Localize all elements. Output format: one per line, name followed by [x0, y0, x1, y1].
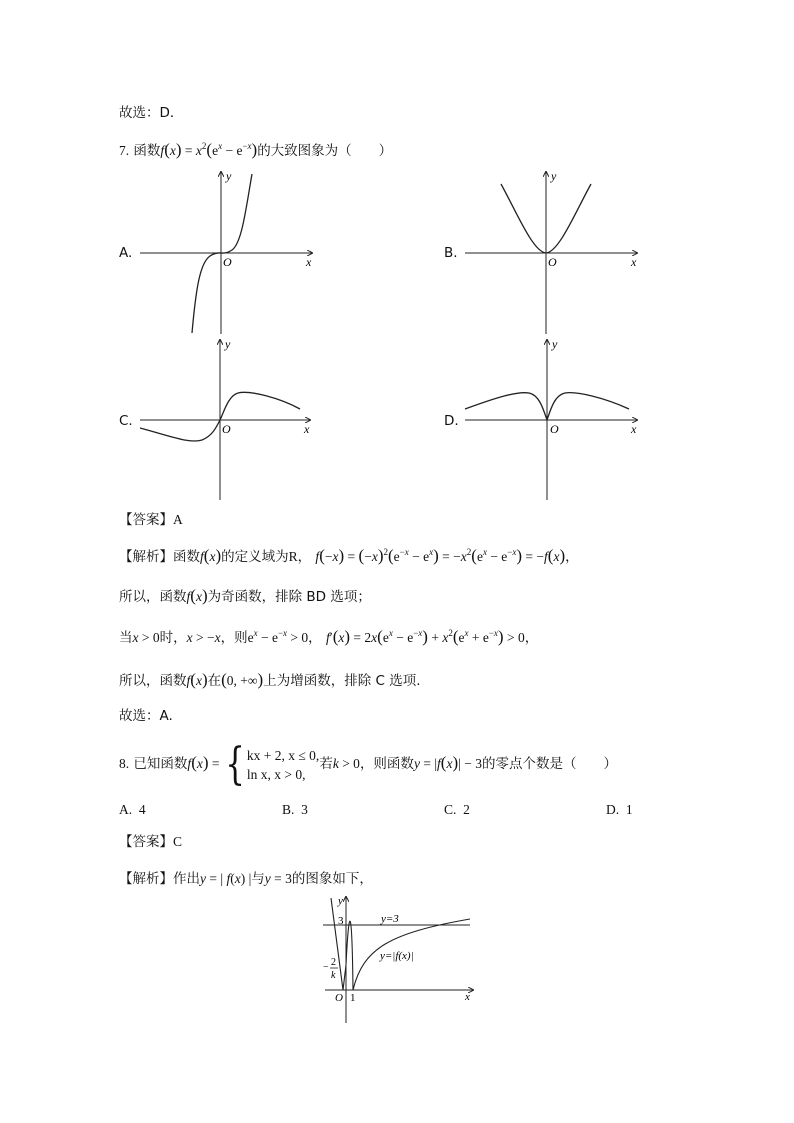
x-axis-label: x	[465, 991, 470, 1003]
q8-analysis: 【解析】作出y = | f(x) |与y = 3的图象如下，	[119, 871, 373, 887]
q8-option-c-label: C.	[444, 802, 457, 817]
q7-stem-suffix: 的大致图象为（ ）	[257, 143, 393, 159]
q7-analysis-1b: 的定义域为	[221, 549, 289, 565]
q8-number: 8.	[119, 756, 130, 771]
q8-stem-mid2: ，则函数	[359, 756, 414, 772]
q7-analysis-4: 所以，函数f(x)在(0, +∞)上为增函数，排除 C 选项.	[119, 670, 421, 689]
q8-analysis-c: 的图象如下，	[291, 871, 373, 887]
line-label: y=3	[381, 913, 399, 925]
q8-answer-tag: 【答案】	[119, 834, 173, 850]
y-label: y	[225, 337, 231, 351]
q7-graph-b	[455, 168, 645, 338]
q7-analysis-1c: ，	[297, 549, 312, 565]
q8-graph	[315, 893, 485, 1028]
origin-label: O	[223, 255, 232, 269]
q8-option-b-label: B.	[282, 802, 295, 817]
curve-label: y=|f(x)|	[380, 950, 414, 962]
tick-three-label: 3	[338, 915, 344, 927]
q8-answer	[119, 832, 182, 852]
x-label: x	[631, 255, 637, 269]
prev-answer-end: ．	[169, 105, 184, 121]
y-axis-label: y	[338, 895, 343, 907]
q7-analysis-3d: ，	[308, 630, 322, 646]
q8-option-a-value: 4	[138, 802, 146, 817]
q7-answer	[119, 510, 183, 530]
q7-analysis-4a: 所以，函数	[119, 673, 187, 689]
origin-label: O	[550, 422, 559, 436]
abs-ln-near-zero	[346, 921, 353, 990]
q7-analysis-3b: 时，	[159, 630, 187, 646]
q8-option-c-value: 2	[463, 802, 470, 817]
q8-option-d	[606, 802, 633, 818]
x-label: x	[306, 255, 312, 269]
prev-answer-label: 故选：	[119, 105, 160, 121]
q7-analysis-3a: 当	[119, 630, 133, 646]
q7-stem-prefix: 函数	[133, 143, 161, 159]
q8-stem: 8. 已知函数f(x) = { kx + 2, x ≤ 0, ln x, x > 0, 若k > 0，则函数y = |f(x)| − 3的零点个数是（ ）	[119, 738, 617, 790]
q8-option-d-label: D.	[606, 802, 620, 817]
q8-answer-value: C	[173, 834, 183, 849]
q8-option-a-label: A.	[119, 802, 133, 817]
q7-domain: R	[288, 549, 298, 564]
q8-option-b-value: 3	[301, 802, 308, 817]
prev-answer	[119, 103, 183, 123]
q7-option-b-label: B.	[444, 245, 458, 261]
q7-formula: f	[160, 143, 165, 158]
y-label: y	[552, 337, 558, 351]
case-1: kx + 2, x ≤ 0,	[246, 747, 320, 763]
case-2: ln x, x > 0,	[246, 766, 306, 782]
q8-stem-suffix: 的零点个数是（ ）	[481, 756, 617, 772]
q8-option-a	[119, 802, 146, 818]
y-label: y	[226, 169, 232, 183]
q8-analysis-tag: 【解析】	[119, 871, 173, 887]
q7-stem: 7. 函数$f(x) = x^2(e^x - e^{-x})$的大致图象为（ ）	[119, 140, 393, 159]
q7-analysis-2a: 所以，函数	[119, 589, 187, 605]
q7-graph-d	[455, 336, 645, 506]
x-label: x	[631, 422, 637, 436]
prev-answer-value: D	[159, 105, 170, 121]
y-label: y	[551, 169, 557, 183]
q8-stem-mid: 若	[319, 756, 333, 772]
q7-graph-a	[130, 168, 320, 338]
q8-option-b	[282, 802, 308, 818]
q7-analysis-3c: ，则	[220, 630, 248, 646]
q8-stem-prefix: 已知函数	[133, 756, 188, 772]
q8-option-d-value: 1	[625, 802, 633, 817]
x-label: x	[304, 422, 310, 436]
q7-answer-value: A	[173, 512, 183, 527]
q7-graph-c	[130, 336, 320, 506]
q8-analysis-a: 作出	[173, 871, 200, 887]
q7-analysis-1: 【解析】函数f(x)的定义域为R， $f(-x) = (-x)^2(e^{-x} - e^x) = -x^2(e^x - e^{-x}) = -f(x)$，	[119, 546, 579, 565]
tick-one-label: 1	[350, 992, 356, 1004]
q7-analysis-4c: 上为增函数，排除 C 选项.	[263, 673, 421, 689]
piecewise: { kx + 2, x ≤ 0, ln x, x > 0,	[225, 738, 320, 790]
origin-label: O	[335, 992, 343, 1004]
neg-two-over-k-num: 2	[331, 957, 336, 968]
q7-analysis-3e: ，	[524, 630, 539, 646]
q7-option-c-label: C.	[119, 413, 133, 429]
q7-analysis-3: 当x > 0时，x > −x，则$e^x - e^{-x} > 0$， $f'(x) = 2x(e^x - e^{-x}) + x^2(e^x + e^{-x}) > 0$，	[119, 627, 539, 646]
q7-option-a-label: A.	[119, 245, 133, 261]
q7-analysis-4b: 在	[207, 673, 222, 689]
q8-analysis-b: 与	[251, 871, 265, 887]
q7-analysis-2b: 为奇函数，排除 BD 选项；	[207, 589, 371, 605]
neg-two-over-k-den: k	[331, 970, 336, 981]
q7-option-d-label: D.	[444, 413, 459, 429]
q7-answer-tag: 【答案】	[119, 512, 173, 528]
q8-option-c	[444, 802, 470, 818]
origin-label: O	[222, 422, 231, 436]
origin-label: O	[548, 255, 557, 269]
q7-analysis-tag: 【解析】	[119, 549, 173, 565]
q7-analysis-1a: 函数	[173, 549, 200, 565]
q7-analysis-2: 所以，函数f(x)为奇函数，排除 BD 选项；	[119, 586, 371, 605]
q7-conclusion: 故选：A.	[119, 708, 173, 724]
q7-number: 7.	[119, 143, 130, 158]
neg-sign: −	[323, 962, 329, 973]
